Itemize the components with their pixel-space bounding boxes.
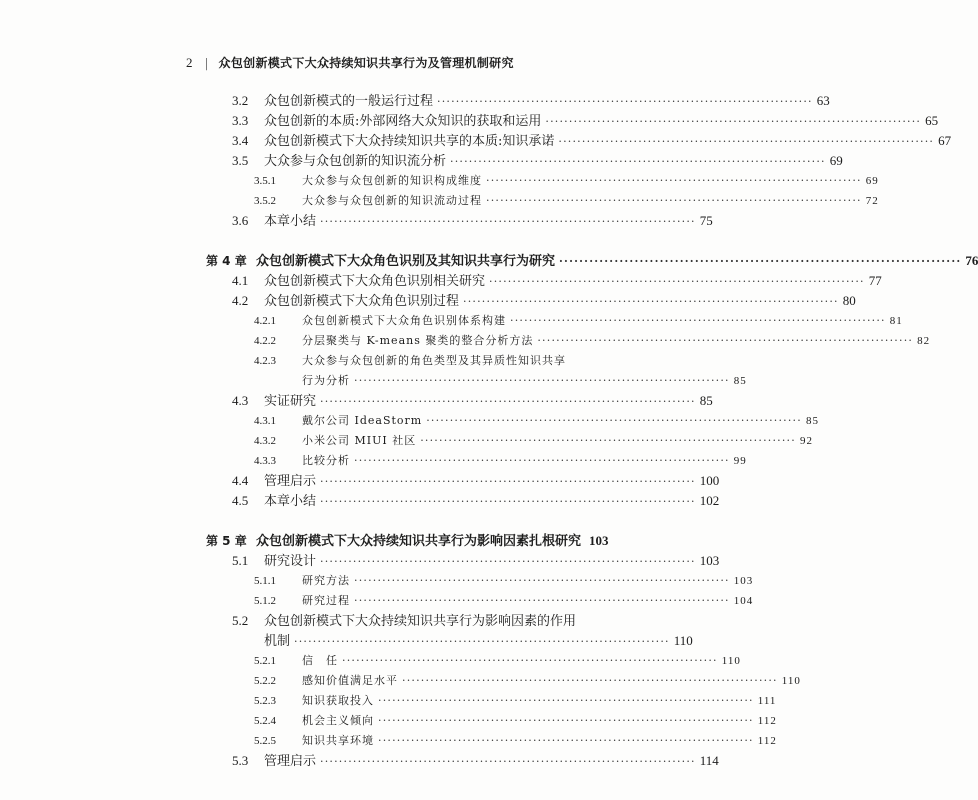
section-title: 研究过程	[302, 594, 350, 607]
dot-leader: ················································································	[320, 555, 696, 568]
dot-leader: ················································································	[426, 414, 802, 427]
dot-leader: ················································································	[294, 635, 670, 648]
section-title: 本章小结	[264, 214, 317, 229]
toc-entry[interactable]	[232, 131, 952, 151]
section-number: 4.3.3	[254, 455, 276, 467]
section-number: 5.2.1	[254, 655, 276, 667]
chapter-title: 众包创新模式下大众持续知识共享行为影响因素扎根研究	[256, 534, 582, 549]
section-title: 众包创新模式下大众持续知识共享行为影响因素的作用	[264, 614, 577, 629]
section-title: 知识获取投入	[302, 694, 374, 707]
section-number: 3.3	[232, 113, 249, 128]
section-number: 4.3.2	[254, 435, 276, 447]
toc-entry[interactable]	[254, 671, 801, 691]
header-separator: |	[204, 55, 209, 70]
toc-entry[interactable]	[254, 451, 747, 471]
dot-leader: ················································································	[354, 374, 730, 387]
toc-entry[interactable]	[232, 611, 594, 631]
page-ref: 112	[757, 735, 777, 747]
section-title: 众包创新模式下大众持续知识共享的本质:知识承诺	[264, 134, 555, 149]
page-ref: 63	[816, 93, 830, 108]
dot-leader: ················································································	[486, 174, 862, 187]
toc-entry[interactable]	[254, 691, 777, 711]
dot-leader: ················································································	[354, 574, 730, 587]
section-number: 5.3	[232, 753, 249, 768]
section-title: 众包创新模式下大众角色识别相关研究	[264, 274, 486, 289]
section-title: 实证研究	[264, 394, 317, 409]
toc-entry[interactable]	[232, 491, 720, 511]
toc-entry[interactable]	[232, 211, 713, 231]
dot-leader: ················································································	[320, 495, 696, 508]
section-number: 5.2.5	[254, 735, 276, 747]
toc-entry[interactable]	[232, 391, 713, 411]
dot-leader: ················································································	[378, 694, 754, 707]
section-number: 4.2	[232, 293, 249, 308]
section-title: 研究方法	[302, 574, 350, 587]
section-number: 5.2.3	[254, 695, 276, 707]
toc-entry[interactable]	[254, 331, 931, 351]
section-number: 4.2.3	[254, 355, 276, 367]
page-ref: 75	[699, 213, 713, 228]
chapter-title: 众包创新模式下大众角色识别及其知识共享行为研究	[256, 254, 556, 269]
dot-leader: ················································································	[378, 714, 754, 727]
page-ref: 103	[699, 553, 720, 568]
dot-leader: ················································································	[320, 475, 696, 488]
toc-chapter-entry[interactable]	[206, 251, 978, 271]
dot-leader: ················································································	[378, 734, 754, 747]
section-title: 小米公司 MIUI 社区	[302, 434, 417, 447]
section-title: 戴尔公司 IdeaStorm	[302, 414, 423, 427]
dot-leader: ················································································	[354, 594, 730, 607]
toc-entry[interactable]	[232, 111, 939, 131]
page-ref: 110	[673, 633, 693, 648]
section-number: 4.3	[232, 393, 249, 408]
page-ref: 67	[938, 133, 952, 148]
toc-entry[interactable]	[254, 651, 741, 671]
section-number: 3.6	[232, 213, 249, 228]
section-number: 5.2	[232, 613, 249, 628]
toc-entry[interactable]	[254, 311, 903, 331]
section-title: 分层聚类与 K-means 聚类的整合分析方法	[302, 334, 534, 347]
section-title: 信 任	[302, 654, 338, 667]
dot-leader: ················································································	[486, 194, 862, 207]
page-ref: 77	[868, 273, 882, 288]
page-ref: 114	[699, 753, 719, 768]
toc-entry[interactable]	[254, 351, 594, 371]
toc-entry[interactable]	[254, 731, 777, 751]
section-title: 机制	[264, 634, 291, 649]
page-ref: 81	[889, 315, 903, 327]
dot-leader: ················································································	[342, 654, 718, 667]
toc-chapter-entry[interactable]	[206, 531, 609, 551]
section-title: 众包创新的本质:外部网络大众知识的获取和运用	[264, 114, 542, 129]
dot-leader: ················································································	[437, 95, 813, 108]
dot-leader: ················································································	[354, 454, 730, 467]
section-number: 3.2	[232, 93, 249, 108]
section-number: 5.1	[232, 553, 249, 568]
page-ref: 69	[829, 153, 843, 168]
toc-entry[interactable]	[254, 591, 754, 611]
section-number: 4.2.2	[254, 335, 276, 347]
section-number: 5.2.4	[254, 715, 276, 727]
section-title: 众包创新模式的一般运行过程	[264, 94, 434, 109]
dot-leader: ················································································	[545, 115, 922, 128]
dot-leader: ················································································	[320, 755, 696, 768]
dot-leader: ················································································	[463, 295, 839, 308]
section-number: 5.2.2	[254, 675, 276, 687]
section-number: 4.5	[232, 493, 249, 508]
toc-entry-continuation[interactable]	[232, 631, 693, 651]
section-title: 感知价值满足水平	[302, 674, 398, 687]
dot-leader: ················································································	[489, 275, 865, 288]
page-ref: 103	[733, 575, 754, 587]
dot-leader: ················································································	[420, 434, 796, 447]
toc-entry[interactable]	[232, 551, 720, 571]
page-ref: 82	[917, 335, 931, 347]
dot-leader: ················································································	[510, 314, 886, 327]
section-title: 大众参与众包创新的知识构成维度	[302, 174, 482, 187]
page-ref: 85	[733, 375, 747, 387]
page-ref: 80	[842, 293, 856, 308]
dot-leader: ················································································	[402, 674, 778, 687]
section-title: 行为分析	[302, 374, 350, 387]
page-ref: 100	[699, 473, 720, 488]
page-ref: 104	[733, 595, 754, 607]
chapter-number: 第 4 章	[206, 254, 247, 268]
toc-entry[interactable]	[254, 171, 879, 191]
page-ref: 69	[865, 175, 879, 187]
toc-entry[interactable]	[254, 571, 754, 591]
page-ref: 112	[757, 715, 777, 727]
dot-leader: ················································································	[320, 215, 696, 228]
page-ref: 92	[799, 435, 813, 447]
section-title: 研究设计	[264, 554, 317, 569]
section-title: 机会主义倾向	[302, 714, 374, 727]
dot-leader: ················································································	[320, 395, 696, 408]
page-ref: 65	[925, 113, 939, 128]
page-ref: 76	[965, 253, 978, 268]
section-title: 众包创新模式下大众角色识别过程	[264, 294, 460, 309]
section-number: 4.4	[232, 473, 249, 488]
page-ref: 85	[699, 393, 713, 408]
page-ref: 111	[757, 695, 777, 707]
book-title: 众包创新模式下大众持续知识共享行为及管理机制研究	[218, 56, 514, 70]
section-number: 3.5.2	[254, 195, 276, 207]
dot-leader: ················································································	[450, 155, 826, 168]
section-title: 本章小结	[264, 494, 317, 509]
page-ref: 102	[699, 493, 720, 508]
toc-entry[interactable]	[232, 751, 719, 771]
toc-entry[interactable]	[232, 91, 830, 111]
section-number: 3.5.1	[254, 175, 276, 187]
section-title: 众包创新模式下大众角色识别体系构建	[302, 314, 506, 327]
page-ref: 99	[733, 455, 747, 467]
section-title: 管理启示	[264, 754, 317, 769]
toc-entry[interactable]	[232, 291, 856, 311]
page-ref: 110	[781, 675, 801, 687]
toc-entry-continuation[interactable]	[254, 371, 747, 391]
section-number: 4.3.1	[254, 415, 276, 427]
page-ref: 85	[805, 415, 819, 427]
toc-entry[interactable]	[254, 191, 879, 211]
dot-leader: ················································································	[558, 135, 935, 148]
section-title: 大众参与众包创新的知识流分析	[264, 154, 447, 169]
section-title: 知识共享环境	[302, 734, 374, 747]
chapter-number: 第 5 章	[206, 534, 247, 548]
toc-entry[interactable]	[232, 471, 720, 491]
section-number: 4.2.1	[254, 315, 276, 327]
section-number: 3.4	[232, 133, 249, 148]
toc-entry[interactable]	[232, 151, 843, 171]
page-ref: 103	[589, 533, 609, 548]
section-number: 5.1.2	[254, 595, 276, 607]
page-number: 2	[186, 54, 193, 70]
toc-entry[interactable]	[254, 711, 777, 731]
dot-leader: ················································································	[559, 255, 962, 268]
dot-leader: ················································································	[537, 334, 914, 347]
toc-entry[interactable]	[232, 271, 882, 291]
page-ref: 72	[865, 195, 879, 207]
section-title: 比较分析	[302, 454, 350, 467]
section-title: 管理启示	[264, 474, 317, 489]
section-title: 大众参与众包创新的角色类型及其异质性知识共享	[302, 354, 566, 367]
toc-entry[interactable]	[254, 411, 819, 431]
toc-entry[interactable]	[254, 431, 813, 451]
page-ref: 110	[721, 655, 741, 667]
section-number: 5.1.1	[254, 575, 276, 587]
section-title: 大众参与众包创新的知识流动过程	[302, 194, 482, 207]
section-number: 3.5	[232, 153, 249, 168]
section-number: 4.1	[232, 273, 249, 288]
